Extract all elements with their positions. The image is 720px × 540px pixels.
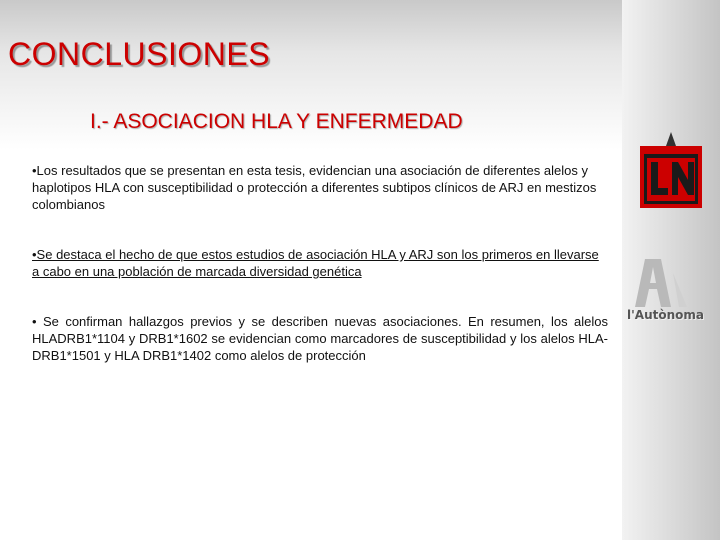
conclusion-paragraph-1: •Los resultados que se presentan en esta tesis, evidencian una asociación de diferentes alelos y haplotipos HLA con susceptibilidad o protección a diferentes subtipos clínicos de ARJ en mestizos colombianos [32,163,597,212]
autonoma-logo-label: l'Autònoma [627,308,704,322]
conclusion-paragraph-2: •Se destaca el hecho de que estos estudios de asociación HLA y ARJ son los primeros en llevarse a cabo en una población de marcada diversidad genética [32,247,599,279]
conclusion-paragraph-3: • Se confirman hallazgos previos y se describen nuevas asociaciones. En resumen, los alelos HLADRB1*1104 y DRB1*1602 se evidencian como marcadores de susceptibilidad y los alelos HLA-DRB1*1501 y HLA DRB1*1402 como alelos de protección [32,314,608,363]
un-logo-icon [640,132,702,208]
slide-subtitle: I.- ASOCIACION HLA Y ENFERMEDAD [90,110,463,133]
slide-title: CONCLUSIONES [8,36,271,72]
